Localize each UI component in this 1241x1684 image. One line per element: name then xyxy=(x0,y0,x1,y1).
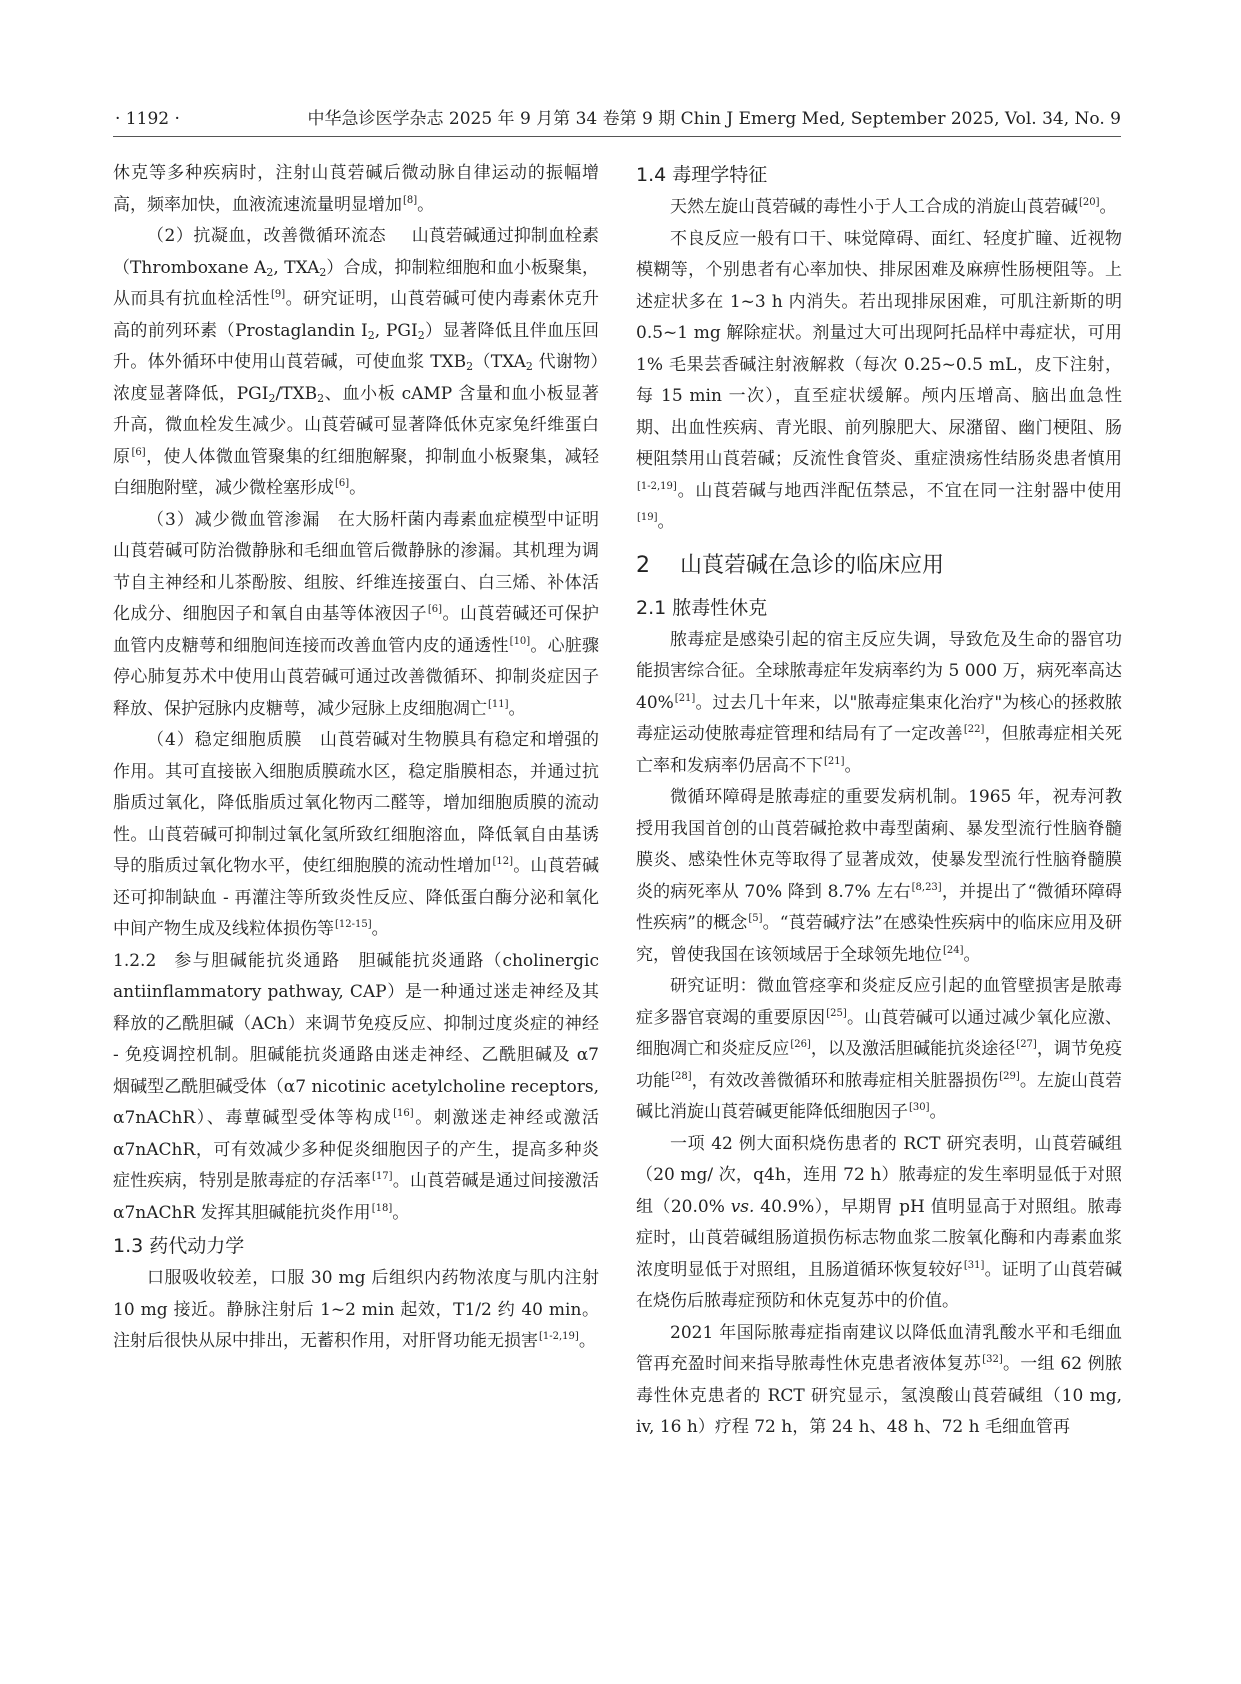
paragraph-lead: （2）抗凝血，改善微循环流态 xyxy=(147,226,387,246)
page-number: · 1192 · xyxy=(115,109,180,129)
section-heading-2-1: 2.1 脓毒性休克 xyxy=(636,596,768,619)
section-heading-2 xyxy=(636,547,1122,585)
journal-citation: 中华急诊医学杂志 2025 年 9 月第 34 卷第 9 期 Chin J Emerg Med, September 2025, Vol. 34, No. 9 xyxy=(307,109,1121,129)
paragraph: （2）抗凝血，改善微循环流态 山莨菪碱通过抑制血栓素（Thromboxane $A_2$, $TXA_2$）合成，抑制粒细胞和血小板聚集，从而具有抗血栓活性[9]。研究证明，山莨菪碱可使内毒素休克升高的前列环素（Prostaglandin $I_2$, $PGI_2$）显著降低且伴血压回升。体外循环中使用山莨菪碱，可使血浆 $TXB_2(TXA_2$ 代谢物）浓度显著降低，$PGI_2/TXB_2$、血小板 cAMP 含量和血小板显著升高，微血栓发生减少。山莨菪碱可显著降低休克家兔纤维蛋白原[6]，使人体微血管聚集的红细胞解聚，抑制血小板聚集，减轻白细胞附壁，减少微栓塞形成[6]。 xyxy=(113,226,600,498)
paragraph-lead: （3）减少微血管渗漏 xyxy=(147,509,321,530)
running-header xyxy=(113,106,1121,137)
paragraph: （3）减少微血管渗漏 在大肠杆菌内毒素血症模型中证明山莨菪碱可防治微静脉和毛细血管后微静脉的渗漏。其机理为调节自主神经和儿茶酚胺、组胺、纤维连接蛋白、白三烯、补体活化成分、细胞因子和氧自由基等体液因子[6]。山莨菪碱还可保护血管内皮糖萼和细胞间连接而改善血管内皮的通透性[10]。心脏骤停心肺复苏术中使用山莨菪碱可通过改善微循环、抑制炎症因子释放、保护冠脉内皮糖萼，减少冠脉上皮细胞凋亡[11]。 xyxy=(113,509,600,719)
subsection-number: 1.2.2 xyxy=(113,950,157,971)
section-heading-1-4: 1.4 毒理学特征 xyxy=(636,164,768,186)
paragraph: 天然左旋山莨菪碱的毒性小于人工合成的消旋山莨菪碱[20]。 xyxy=(670,197,1117,217)
paragraph: 休克等多种疾病时，注射山莨菪碱后微动脉自律运动的振幅增高，频率加快，血液流速流量明显增加[8]。 xyxy=(113,163,599,215)
left-column xyxy=(113,158,599,1358)
paragraph: 微循环障碍是脓毒症的重要发病机制。1965 年，祝寿河教授用我国首创的山莨菪碱抢救中毒型菌痢、暴发型流行性脑脊髓膜炎、感染性休克等取得了显著成效，使暴发型流行性脑脊髓膜炎的病死率从 70% 降到 8.7% 左右[8,23]，并提出了“微循环障碍性疾病”的概念[5]。“莨菪碱疗法”在感染性疾病中的临床应用及研究，曾使我国在该领域居于全球领先地位[24]。 xyxy=(636,787,1122,965)
paragraph: 2021 年国际脓毒症指南建议以降低血清乳酸水平和毛细血管再充盈时间来指导脓毒性休克患者液体复苏[32]。一组 62 例脓毒性休克患者的 RCT 研究显示，氢溴酸山莨菪碱组（10 mg, iv, 16 h）疗程 72 h，第 24 h、48 h、72 h 毛细血管再 xyxy=(636,1322,1122,1437)
section-heading-1-3: 1.3 药代动力学 xyxy=(113,1235,245,1257)
paragraph: 研究证明：微血管痉挛和炎症反应引起的血管壁损害是脓毒症多器官衰竭的重要原因[25]。山莨菪碱可以通过减少氧化应激、细胞凋亡和炎症反应[26]，以及激活胆碱能抗炎途径[27]，调节免疫功能[28]，有效改善微循环和脓毒症相关脏器损伤[29]。左旋山莨菪碱比消旋山莨菪碱更能降低细胞因子[30]。 xyxy=(636,976,1123,1122)
section-number: 2 xyxy=(636,552,650,578)
subsection-title: 参与胆碱能抗炎通路 xyxy=(173,950,341,971)
section-title: 山莨菪碱在急诊的临床应用 xyxy=(680,552,945,578)
paragraph: 不良反应一般有口干、味觉障碍、面红、轻度扩瞳、近视物模糊等，个别患者有心率加快、排尿困难及麻痹性肠梗阻等。上述症状多在 1~3 h 内消失。若出现排尿困难，可肌注新斯的明 0.5~1 mg 解除症状。剂量过大可出现阿托品样中毒症状，可用 1% 毛果芸香碱注射液解救（每次 0.25~0.5 mL，皮下注射，每 15 min 一次），直至症状缓解。颅内压增高、脑出血急性期、出血性疾病、青光眼、前列腺肥大、尿潴留、幽门梗阻、肠梗阻禁用山莨菪碱；反流性食管炎、重症溃疡性结肠炎患者慎用[1-2,19]。山莨菪碱与地西泮配伍禁忌，不宜在同一注射器中使用[19]。 xyxy=(636,228,1122,532)
paragraph: 脓毒症是感染引起的宿主反应失调，导致危及生命的器官功能损害综合征。全球脓毒症年发病率约为 5 000 万，病死率高达 40%[21]。过去几十年来，以"脓毒症集束化治疗"为核心的拯救脓毒症运动使脓毒症管理和结局有了一定改善[22]，但脓毒症相关死亡率和发病率仍居高不下[21]。 xyxy=(636,629,1123,776)
paragraph: 一项 42 例大面积烧伤患者的 RCT 研究表明，山莨菪碱组（20 mg/ 次，q4h，连用 72 h）脓毒症的发生率明显低于对照组（20.0% vs. 40.9%），早期胃 pH 值明显高于对照组。脓毒症时，山莨菪碱组肠道损伤标志物血浆二胺氧化酶和内毒素血浆浓度明显低于对照组，且肠道循环恢复较好[31]。证明了山莨菪碱在烧伤后脓毒症预防和休克复苏中的价值。 xyxy=(636,1133,1123,1311)
paragraph: 口服吸收较差，口服 30 mg 后组织内药物浓度与肌内注射 10 mg 接近。静脉注射后 1~2 min 起效，T1/2 约 40 min。注射后很快从尿中排出，无蓄积作用，对肝肾功能无损害[1-2,19]。 xyxy=(113,1268,599,1351)
paragraph: （4）稳定细胞质膜 山莨菪碱对生物膜具有稳定和增强的作用。其可直接嵌入细胞质膜疏水区，稳定脂膜相态，并通过抗脂质过氧化，降低脂质过氧化物丙二醛等，增加细胞质膜的流动性。山莨菪碱可抑制过氧化氢所致红细胞溶血，降低氧自由基诱导的脂质过氧化物水平，使红细胞膜的流动性增加[12]。山莨菪碱还可抑制缺血 - 再灌注等所致炎性反应、降低蛋白酶分泌和氧化中间产物生成及线粒体损伤等[12-15]。 xyxy=(113,730,600,939)
right-column xyxy=(636,158,1122,1444)
paragraph-lead: （4）稳定细胞质膜 xyxy=(147,730,303,750)
paragraph: 1.2.2 参与胆碱能抗炎通路 胆碱能抗炎通路（cholinergic antiinflammatory pathway, CAP）是一种通过迷走神经及其释放的乙酰胆碱（ACh）来调节免疫反应、抑制过度炎症的神经 - 免疫调控机制。胆碱能抗炎通路由迷走神经、乙酰胆碱及 α7 烟碱型乙酰胆碱受体（α7 nicotinic acetylcholine receptors, α7nAChR）、毒蕈碱型受体等构成[16]。刺激迷走神经或激活 α7nAChR，可有效减少多种促炎细胞因子的产生，提高多种炎症性疾病，特别是脓毒症的存活率[17]。山莨菪碱是通过间接激活 α7nAChR 发挥其胆碱能抗炎作用[18]。 xyxy=(113,950,600,1223)
